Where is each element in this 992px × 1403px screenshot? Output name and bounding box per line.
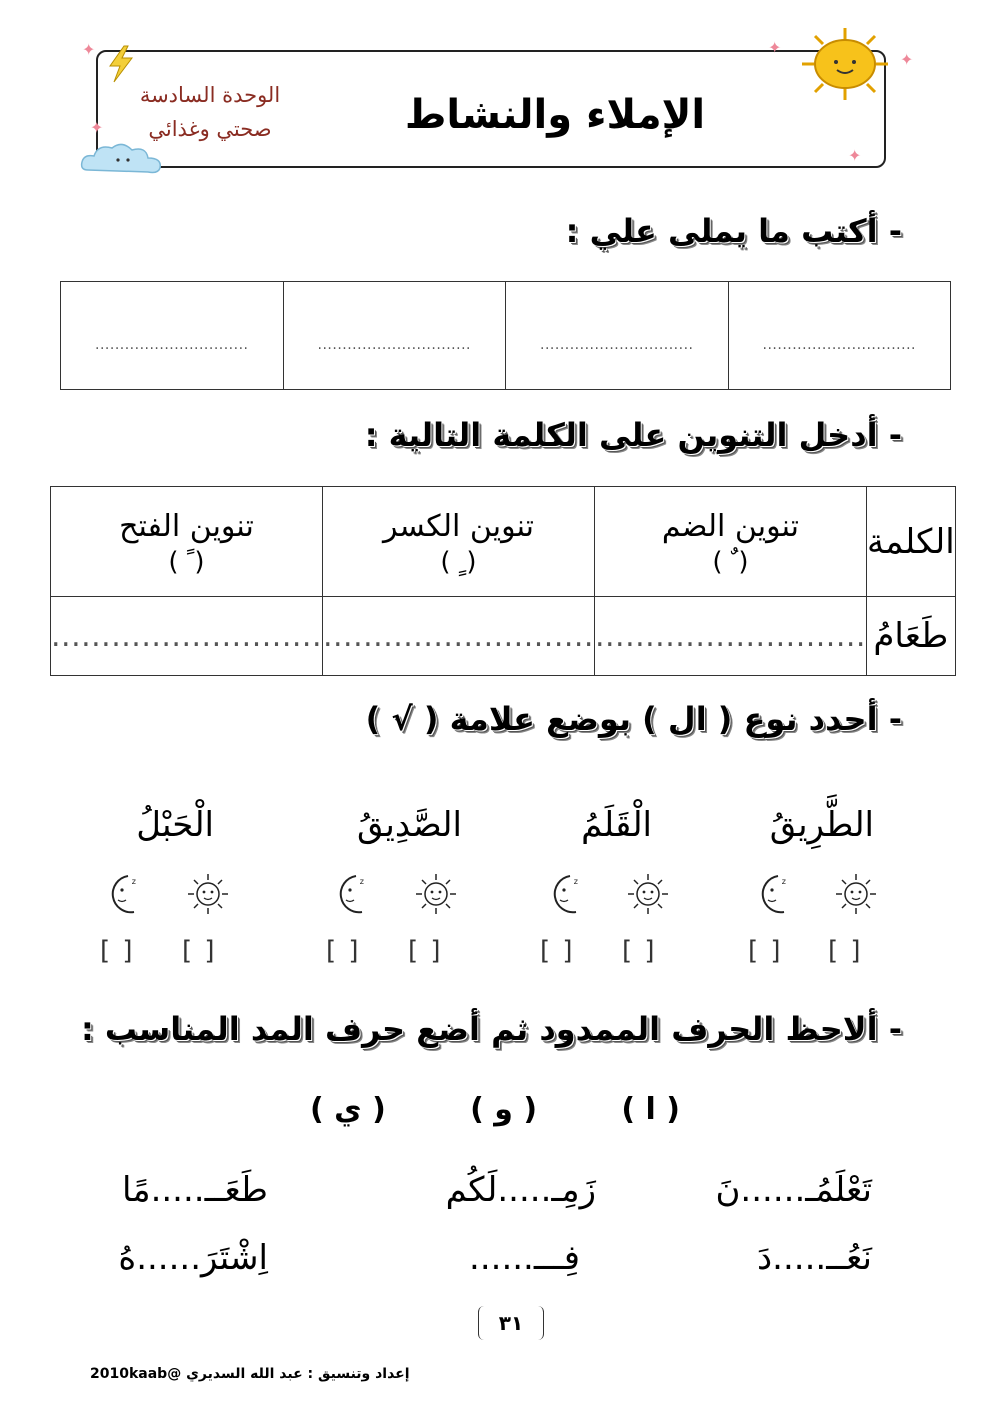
exercise-word: تَعْلَمُـ......نَ — [715, 1170, 872, 1210]
section3-heading: - أحدد نوع ( ال ) بوضع علامة ( √ ) — [365, 700, 902, 738]
word-4: الْحَبْلُ — [136, 805, 214, 845]
sun-icon — [626, 872, 674, 920]
star-decoration-icon: ✦ — [90, 118, 104, 137]
header-fatha — [51, 487, 323, 597]
unit-line-1: الوحدة السادسة — [139, 83, 281, 107]
section4-heading: - ألاحظ الحرف الممدود ثم أضع حرف المد المناسب : — [80, 1010, 902, 1048]
sun-decoration-icon — [790, 24, 900, 104]
dictation-cell[interactable]: ............................... — [283, 282, 506, 390]
moon-icon — [752, 872, 800, 922]
answer-bracket[interactable]: [ ] — [100, 936, 135, 966]
section1-heading: - أكتب ما يملى علي : — [565, 212, 902, 250]
madd-letters — [310, 1092, 680, 1127]
header-damma-label: تنوين الضم — [661, 508, 799, 544]
moon-icon — [330, 872, 378, 922]
answer-bracket[interactable]: [ ] — [408, 936, 443, 966]
exercise-word: نَعُــ.....دَ — [757, 1238, 872, 1278]
damma-mark: ( ٌ ) — [712, 546, 749, 577]
sun-icon — [414, 872, 462, 920]
exercise-word: فِـــ...... — [469, 1238, 580, 1278]
letter-waw: ( و ) — [470, 1092, 538, 1127]
letter-alef: ( ا ) — [621, 1092, 680, 1127]
dictation-cell[interactable]: ............................... — [728, 282, 951, 390]
exercise-word: طَعَــ.....مًا — [122, 1170, 268, 1210]
star-decoration-icon: ✦ — [900, 50, 914, 69]
word-2: الْقَلَمُ — [581, 805, 652, 845]
answer-bracket[interactable]: [ ] — [540, 936, 575, 966]
fatha-mark: ( ً ) — [168, 546, 205, 577]
kasra-mark: ( ٍ ) — [440, 546, 477, 577]
header-damma — [594, 487, 866, 597]
header-word: الكلمة — [866, 487, 955, 597]
section2-heading: - أدخل التنوين على الكلمة التالية : — [364, 416, 902, 454]
star-decoration-icon: ✦ — [768, 38, 782, 57]
answer-blank[interactable]: ........................... — [51, 597, 323, 676]
answer-bracket[interactable]: [ ] — [748, 936, 783, 966]
dictation-cell[interactable]: ............................... — [506, 282, 729, 390]
star-decoration-icon: ✦ — [82, 40, 96, 59]
unit-label — [130, 78, 290, 146]
dictation-cell[interactable]: ............................... — [61, 282, 284, 390]
answer-bracket[interactable]: [ ] — [622, 936, 657, 966]
answer-bracket[interactable]: [ ] — [326, 936, 361, 966]
unit-line-2: صحتي وغذائي — [148, 117, 272, 141]
star-decoration-icon: ✦ — [848, 146, 862, 165]
dictation-table — [60, 281, 951, 390]
credit-line: إعداد وتنسيق : عبد الله السديري @2010kaab — [90, 1366, 410, 1382]
word-3: الصَّدِيقُ — [357, 805, 462, 845]
tanween-table — [50, 486, 956, 676]
answer-bracket[interactable]: [ ] — [828, 936, 863, 966]
word-cell: طَعَامُ — [866, 597, 955, 676]
header-fatha-label: تنوين الفتح — [119, 508, 254, 544]
moon-icon — [544, 872, 592, 922]
letter-yaa: ( ي ) — [310, 1092, 386, 1127]
page-title: الإملاء والنشاط — [404, 92, 706, 138]
exercise-word: اِشْتَرَ......هُ — [118, 1238, 268, 1278]
header-kasra-label: تنوين الكسر — [382, 508, 534, 544]
answer-bracket[interactable]: [ ] — [182, 936, 217, 966]
word-1: الطَّرِيقُ — [769, 805, 874, 845]
answer-blank[interactable]: ........................... — [322, 597, 594, 676]
sun-icon — [834, 872, 882, 920]
answer-blank[interactable]: ........................... — [594, 597, 866, 676]
moon-icon — [102, 872, 150, 922]
exercise-word: زَمِـ.....لَكُم — [445, 1170, 596, 1210]
sun-icon — [186, 872, 234, 920]
header-kasra — [322, 487, 594, 597]
page-number: ٣١ — [478, 1306, 544, 1340]
